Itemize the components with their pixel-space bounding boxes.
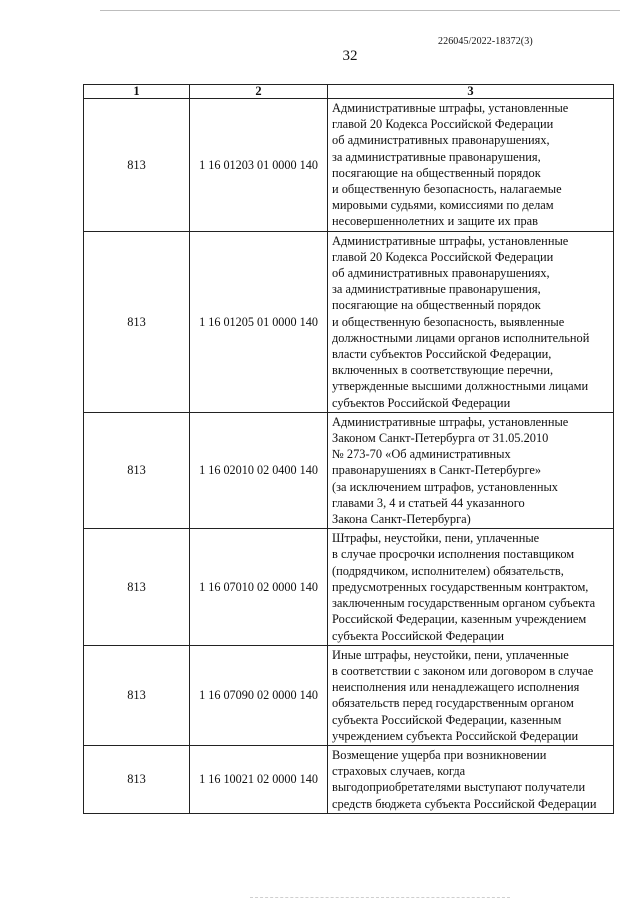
table-header-row — [84, 85, 614, 99]
description-line: утвержденные высшими должностными лицами — [332, 379, 589, 394]
admin-code-cell: 813 — [84, 529, 190, 645]
description-line: правонарушениях в Санкт-Петербурге» — [332, 463, 542, 478]
kbk-code-cell: 1 16 07010 02 0000 140 — [190, 529, 328, 645]
admin-code-cell: 813 — [84, 645, 190, 745]
description-line: включенных в соответствующие перечни, — [332, 363, 554, 378]
description-line: об административных правонарушениях, — [332, 133, 550, 148]
description-line: Административные штрафы, установленные — [332, 414, 569, 429]
description-line: средств бюджета субъекта Российской Федерации — [332, 796, 597, 811]
description-line: заключенным государственным органом субъекта — [332, 596, 596, 611]
description-line: главой 20 Кодекса Российской Федерации — [332, 117, 554, 132]
document-number: 226045/2022-18372(3) — [438, 36, 533, 47]
description-line: № 273-70 «Об административных — [332, 447, 511, 462]
table-row — [84, 99, 614, 232]
kbk-code-cell: 1 16 01205 01 0000 140 — [190, 231, 328, 412]
bottom-scan-line — [250, 897, 510, 898]
kbk-code-cell: 1 16 01203 01 0000 140 — [190, 99, 328, 232]
description-line: Административные штрафы, установленные — [332, 233, 569, 248]
description-line: главами 3, 4 и статьей 44 указанного — [332, 495, 525, 510]
kbk-code-cell: 1 16 02010 02 0400 140 — [190, 412, 328, 528]
description-line: несовершеннолетних и защите их прав — [332, 214, 539, 229]
column-header-3: 3 — [328, 85, 614, 99]
admin-code-cell: 813 — [84, 231, 190, 412]
description-line: страховых случаев, когда — [332, 764, 466, 779]
table-row — [84, 645, 614, 745]
admin-code-cell: 813 — [84, 745, 190, 813]
table-row — [84, 529, 614, 645]
description-line: посягающие на общественный порядок — [332, 165, 541, 180]
description-line: выгодоприобретателями выступают получатели — [332, 780, 586, 795]
description-cell — [328, 645, 614, 745]
description-line: и общественную безопасность, налагаемые — [332, 182, 562, 197]
description-line: Административные штрафы, установленные — [332, 101, 569, 115]
description-line: за административные правонарушения, — [332, 149, 541, 164]
page-number: 32 — [342, 48, 358, 64]
description-line: обязательств перед государственным органом — [332, 696, 574, 711]
description-line: субъекта Российской Федерации — [332, 628, 504, 643]
top-scan-line — [100, 10, 620, 11]
description-line: об административных правонарушениях, — [332, 266, 550, 281]
kbk-code-cell: 1 16 07090 02 0000 140 — [190, 645, 328, 745]
table-row — [84, 412, 614, 528]
description-line: (за исключением штрафов, установленных — [332, 479, 558, 494]
description-line: в соответствии с законом или договором в случае — [332, 663, 594, 678]
budget-codes-table — [83, 84, 614, 814]
admin-code-cell: 813 — [84, 412, 190, 528]
table-row — [84, 231, 614, 412]
table-body — [84, 99, 614, 814]
description-line: неисполнения или ненадлежащего исполнения — [332, 680, 580, 695]
description-cell — [328, 99, 614, 232]
description-line: Российской Федерации, казенным учреждением — [332, 612, 587, 627]
description-cell — [328, 412, 614, 528]
admin-code-cell: 813 — [84, 99, 190, 232]
column-header-2: 2 — [190, 85, 328, 99]
column-header-1: 1 — [84, 85, 190, 99]
description-line: (подрядчиком, исполнителем) обязательств, — [332, 563, 564, 578]
description-line: власти субъектов Российской Федерации, — [332, 347, 552, 362]
description-line: должностными лицами органов исполнительной — [332, 330, 590, 345]
description-cell — [328, 529, 614, 645]
description-line: субъекта Российской Федерации, казенным — [332, 712, 562, 727]
description-line: в случае просрочки исполнения поставщиком — [332, 547, 575, 562]
description-line: главой 20 Кодекса Российской Федерации — [332, 249, 554, 264]
description-cell — [328, 231, 614, 412]
description-line: Возмещение ущерба при возникновении — [332, 747, 547, 762]
description-line: Законом Санкт-Петербурга от 31.05.2010 — [332, 431, 549, 446]
description-cell — [328, 745, 614, 813]
description-line: Штрафы, неустойки, пени, уплаченные — [332, 531, 540, 546]
description-line: Закона Санкт-Петербурга) — [332, 512, 471, 527]
kbk-code-cell: 1 16 10021 02 0000 140 — [190, 745, 328, 813]
description-line: за административные правонарушения, — [332, 282, 541, 297]
description-line: предусмотренных государственным контрактом, — [332, 579, 589, 594]
description-line: учреждением субъекта Российской Федерации — [332, 728, 579, 743]
description-line: Иные штрафы, неустойки, пени, уплаченные — [332, 647, 569, 662]
description-line: и общественную безопасность, выявленные — [332, 314, 565, 329]
description-line: мировыми судьями, комиссиями по делам — [332, 198, 554, 213]
description-line: посягающие на общественный порядок — [332, 298, 541, 313]
table-row — [84, 745, 614, 813]
description-line: субъектов Российской Федерации — [332, 395, 511, 410]
